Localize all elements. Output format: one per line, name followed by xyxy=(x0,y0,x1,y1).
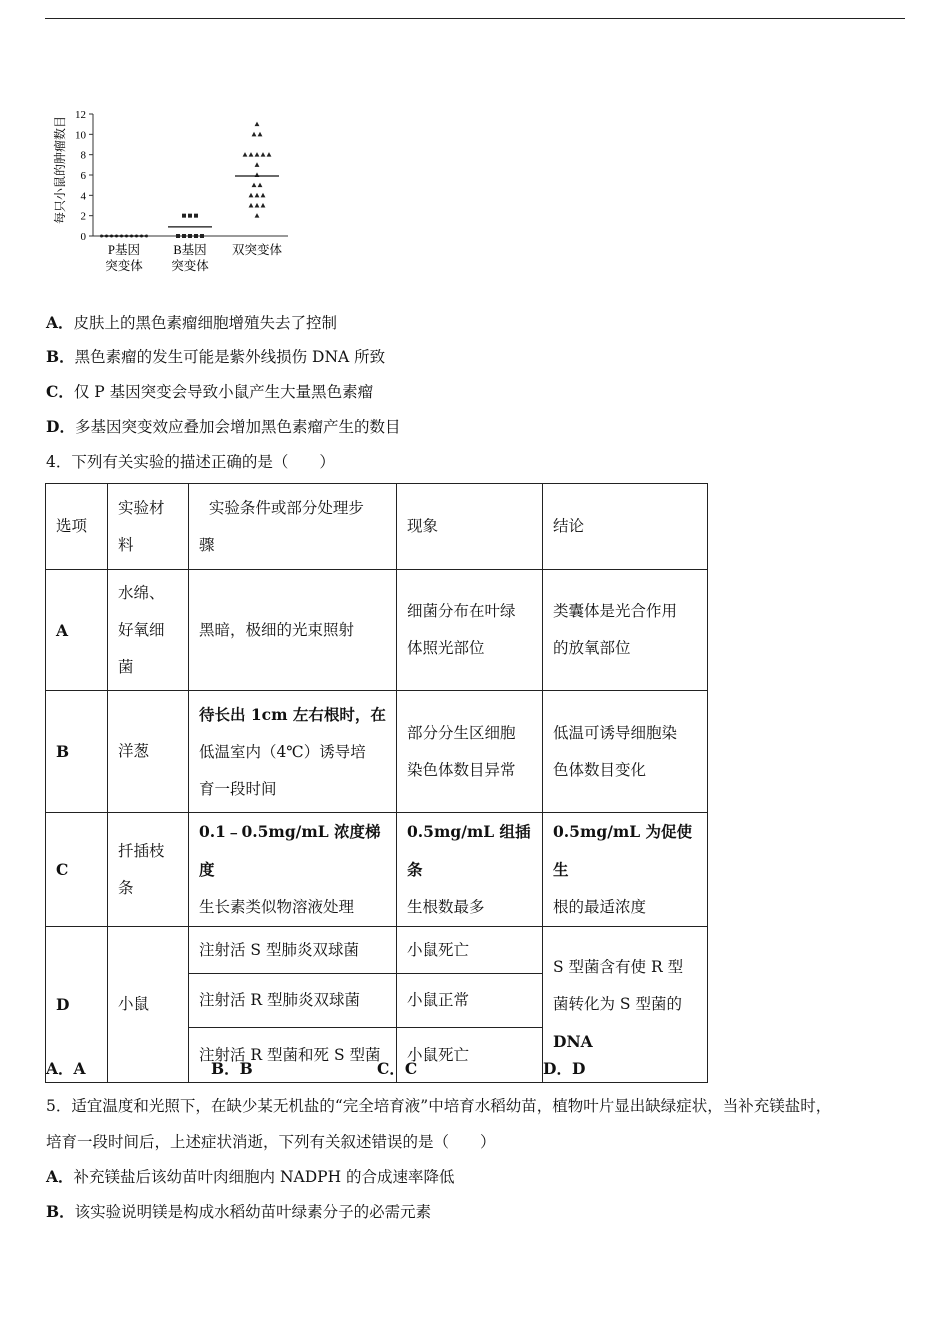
data-point xyxy=(182,234,186,238)
header-condition: 实验条件或部分处理步 骤 xyxy=(189,484,397,570)
row-condition: 待长出 1cm 左右根时，在 低温室内（4℃）诱导培 育一段时间 xyxy=(189,691,397,813)
header-rule xyxy=(45,18,905,19)
table-row-a xyxy=(46,570,708,691)
data-point xyxy=(258,183,263,188)
row-condition: 注射活 R 型菌和死 S 型菌 xyxy=(189,1028,397,1083)
row-phenomenon: 0.5mg/mL 组插条 生根数最多 xyxy=(397,813,543,927)
data-point xyxy=(261,193,266,198)
row-option: A xyxy=(46,570,108,691)
data-point xyxy=(200,234,204,238)
header-phenomenon: 现象 xyxy=(397,484,543,570)
chart-ylabel: 每只小鼠的肿瘤数目 xyxy=(53,115,67,225)
x-category-label: 双突变体 xyxy=(231,243,283,257)
q5-option-a xyxy=(46,1167,455,1187)
header-option: 选项 xyxy=(46,484,108,570)
option-label: D． xyxy=(46,417,75,436)
data-point xyxy=(188,234,192,238)
row-conclusion: 0.5mg/mL 为促使生 根的最适浓度 xyxy=(543,813,708,927)
q3-option-a xyxy=(46,313,337,333)
row-material: 洋葱 xyxy=(108,691,189,813)
q4-answer-b: B．B xyxy=(211,1059,253,1078)
y-tick-label: 12 xyxy=(75,109,86,121)
data-point xyxy=(252,183,257,188)
row-phenomenon: 细菌分布在叶绿 体照光部位 xyxy=(397,570,543,691)
row-conclusion: S 型菌含有使 R 型 菌转化为 S 型菌的 DNA xyxy=(543,927,708,1083)
y-tick-label: 10 xyxy=(75,129,86,142)
table-row-b xyxy=(46,691,708,813)
data-point xyxy=(261,152,266,157)
row-phenomenon: 小鼠死亡 xyxy=(397,1028,543,1083)
option-label: B． xyxy=(46,347,75,366)
data-point xyxy=(249,193,254,198)
table-header-row xyxy=(46,484,708,570)
header-material: 实验材 料 xyxy=(108,484,189,570)
row-material: 水绵、 好氧细 菌 xyxy=(108,570,189,691)
option-label: A． xyxy=(46,313,74,332)
y-tick-label: 8 xyxy=(80,149,86,162)
data-point xyxy=(182,214,186,218)
row-material: 小鼠 xyxy=(108,927,189,1083)
row-option: D xyxy=(46,927,108,1083)
q4-answer-d: D．D xyxy=(543,1059,586,1078)
option-text: 黑色素瘤的发生可能是紫外线损伤 DNA 所致 xyxy=(74,348,386,366)
q3-option-b xyxy=(46,347,385,367)
table-row-d xyxy=(46,927,708,974)
data-point xyxy=(255,213,260,218)
data-point xyxy=(255,193,260,198)
header-conclusion: 结论 xyxy=(543,484,708,570)
x-category-label: 突变体 xyxy=(171,259,209,273)
table-row-c xyxy=(46,813,708,927)
row-condition: 0.1﹣0.5mg/mL 浓度梯度 生长素类似物溶液处理 xyxy=(189,813,397,927)
tumor-count-plot xyxy=(48,100,298,285)
data-point xyxy=(194,234,198,238)
q5-option-b xyxy=(46,1202,431,1222)
option-label: B． xyxy=(46,1202,75,1221)
option-text: 补充镁盐后该幼苗叶肉细胞内 NADPH 的合成速率降低 xyxy=(73,1168,455,1186)
data-point xyxy=(258,132,263,137)
row-option: B xyxy=(46,691,108,813)
row-conclusion: 类囊体是光合作用 的放氧部位 xyxy=(543,570,708,691)
q4-stem: 4．下列有关实验的描述正确的是（ ） xyxy=(46,453,335,471)
x-category-label: B基因 xyxy=(173,243,207,257)
option-text: 该实验说明镁是构成水稻幼苗叶绿素分子的必需元素 xyxy=(74,1203,432,1221)
q5-stem-line2: 培育一段时间后，上述症状消逝，下列有关叙述错误的是（ ） xyxy=(46,1133,496,1151)
row-phenomenon: 小鼠正常 xyxy=(397,974,543,1028)
row-condition: 注射活 R 型肺炎双球菌 xyxy=(189,974,397,1028)
y-tick-label: 4 xyxy=(80,190,86,203)
data-point xyxy=(267,152,272,157)
option-text: 多基因突变效应叠加会增加黑色素瘤产生的数目 xyxy=(74,418,401,436)
row-phenomenon: 小鼠死亡 xyxy=(397,927,543,974)
row-material: 扦插枝 条 xyxy=(108,813,189,927)
data-point xyxy=(255,203,260,208)
q4-answer-c: C．C xyxy=(377,1059,418,1078)
row-phenomenon: 部分分生区细胞 染色体数目异常 xyxy=(397,691,543,813)
data-point xyxy=(255,122,260,127)
row-condition: 注射活 S 型肺炎双球菌 xyxy=(189,927,397,974)
q4-answer-a: A．A xyxy=(46,1059,86,1078)
data-point xyxy=(188,214,192,218)
option-label: C． xyxy=(46,382,74,401)
data-point xyxy=(176,234,180,238)
y-tick-label: 6 xyxy=(80,170,86,182)
x-category-label: P基因 xyxy=(108,243,140,257)
data-point xyxy=(255,162,260,167)
x-category-label: 突变体 xyxy=(105,259,143,273)
data-point xyxy=(255,152,260,157)
tumor-count-chart xyxy=(48,100,298,285)
row-condition: 黑暗，极细的光束照射 xyxy=(189,570,397,691)
y-tick-label: 2 xyxy=(80,210,86,223)
option-text: 仅 P 基因突变会导致小鼠产生大量黑色素瘤 xyxy=(73,383,374,401)
data-point xyxy=(252,132,257,137)
q3-option-d xyxy=(46,417,400,437)
q4-table xyxy=(45,483,708,1083)
q5-stem-line1: 5．适宜温度和光照下，在缺少某无机盐的“完全培育液”中培育水稻幼苗，植物叶片显出缺绿症状，当补充镁盐时， xyxy=(46,1097,832,1115)
row-option: C xyxy=(46,813,108,927)
y-tick-label: 0 xyxy=(80,231,86,243)
row-conclusion: 低温可诱导细胞染 色体数目变化 xyxy=(543,691,708,813)
data-point xyxy=(243,152,248,157)
q3-option-c xyxy=(46,382,373,402)
data-point xyxy=(249,203,254,208)
data-point xyxy=(249,152,254,157)
data-point xyxy=(261,203,266,208)
option-label: A． xyxy=(46,1167,74,1186)
option-text: 皮肤上的黑色素瘤细胞增殖失去了控制 xyxy=(73,314,338,332)
data-point xyxy=(194,214,198,218)
